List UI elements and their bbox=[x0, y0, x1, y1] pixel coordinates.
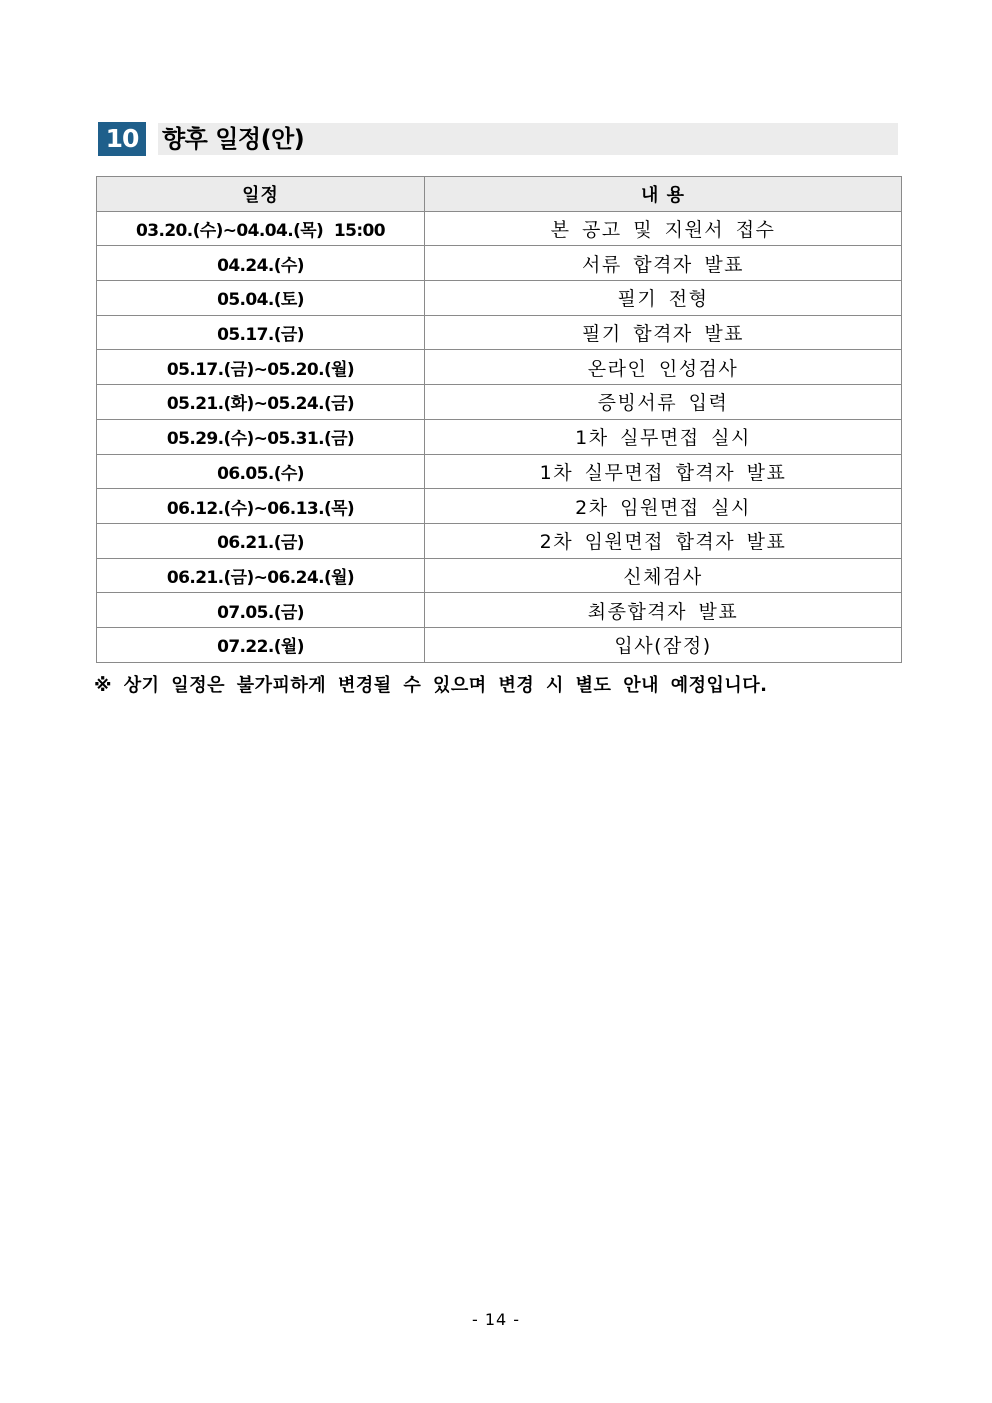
schedule-content: 본 공고 및 지원서 접수 bbox=[425, 211, 902, 246]
table-row bbox=[97, 350, 902, 385]
schedule-date: 05.04.(토) bbox=[97, 281, 425, 316]
section-title: 향후 일정(안) bbox=[162, 125, 305, 153]
column-header-content: 내 용 bbox=[425, 177, 902, 212]
table-row bbox=[97, 523, 902, 558]
schedule-content: 필기 전형 bbox=[425, 281, 902, 316]
section-title-bar bbox=[158, 123, 898, 155]
table-row bbox=[97, 489, 902, 524]
schedule-date: 06.12.(수)~06.13.(목) bbox=[97, 489, 425, 524]
table-row bbox=[97, 454, 902, 489]
schedule-table bbox=[96, 176, 902, 663]
section-header bbox=[98, 122, 898, 156]
schedule-content: 서류 합격자 발표 bbox=[425, 246, 902, 281]
table-row bbox=[97, 558, 902, 593]
table-row bbox=[97, 315, 902, 350]
table-row bbox=[97, 211, 902, 246]
schedule-content: 최종합격자 발표 bbox=[425, 593, 902, 628]
schedule-date: 05.21.(화)~05.24.(금) bbox=[97, 385, 425, 420]
table-row bbox=[97, 419, 902, 454]
schedule-date: 07.22.(월) bbox=[97, 627, 425, 662]
schedule-date: 04.24.(수) bbox=[97, 246, 425, 281]
schedule-date: 05.17.(금)~05.20.(월) bbox=[97, 350, 425, 385]
table-row bbox=[97, 385, 902, 420]
schedule-date: 06.21.(금) bbox=[97, 523, 425, 558]
schedule-date: 06.05.(수) bbox=[97, 454, 425, 489]
schedule-content: 2차 임원면접 실시 bbox=[425, 489, 902, 524]
schedule-content: 입사(잠정) bbox=[425, 627, 902, 662]
schedule-content: 필기 합격자 발표 bbox=[425, 315, 902, 350]
table-header-row bbox=[97, 177, 902, 212]
schedule-content: 1차 실무면접 합격자 발표 bbox=[425, 454, 902, 489]
schedule-content: 1차 실무면접 실시 bbox=[425, 419, 902, 454]
table-row bbox=[97, 281, 902, 316]
schedule-content: 온라인 인성검사 bbox=[425, 350, 902, 385]
schedule-date: 03.20.(수)~04.04.(목) 15:00 bbox=[97, 211, 425, 246]
section-number-badge: 10 bbox=[98, 122, 146, 156]
table-row bbox=[97, 246, 902, 281]
schedule-date: 07.05.(금) bbox=[97, 593, 425, 628]
table-row bbox=[97, 593, 902, 628]
schedule-date: 05.17.(금) bbox=[97, 315, 425, 350]
schedule-note: ※ 상기 일정은 불가피하게 변경될 수 있으며 변경 시 별도 안내 예정입니다. bbox=[94, 675, 768, 696]
page-number: - 14 - bbox=[471, 1310, 521, 1329]
schedule-content: 신체검사 bbox=[425, 558, 902, 593]
schedule-date: 06.21.(금)~06.24.(월) bbox=[97, 558, 425, 593]
schedule-date: 05.29.(수)~05.31.(금) bbox=[97, 419, 425, 454]
schedule-content: 증빙서류 입력 bbox=[425, 385, 902, 420]
schedule-content: 2차 임원면접 합격자 발표 bbox=[425, 523, 902, 558]
table-row bbox=[97, 627, 902, 662]
column-header-date: 일정 bbox=[97, 177, 425, 212]
